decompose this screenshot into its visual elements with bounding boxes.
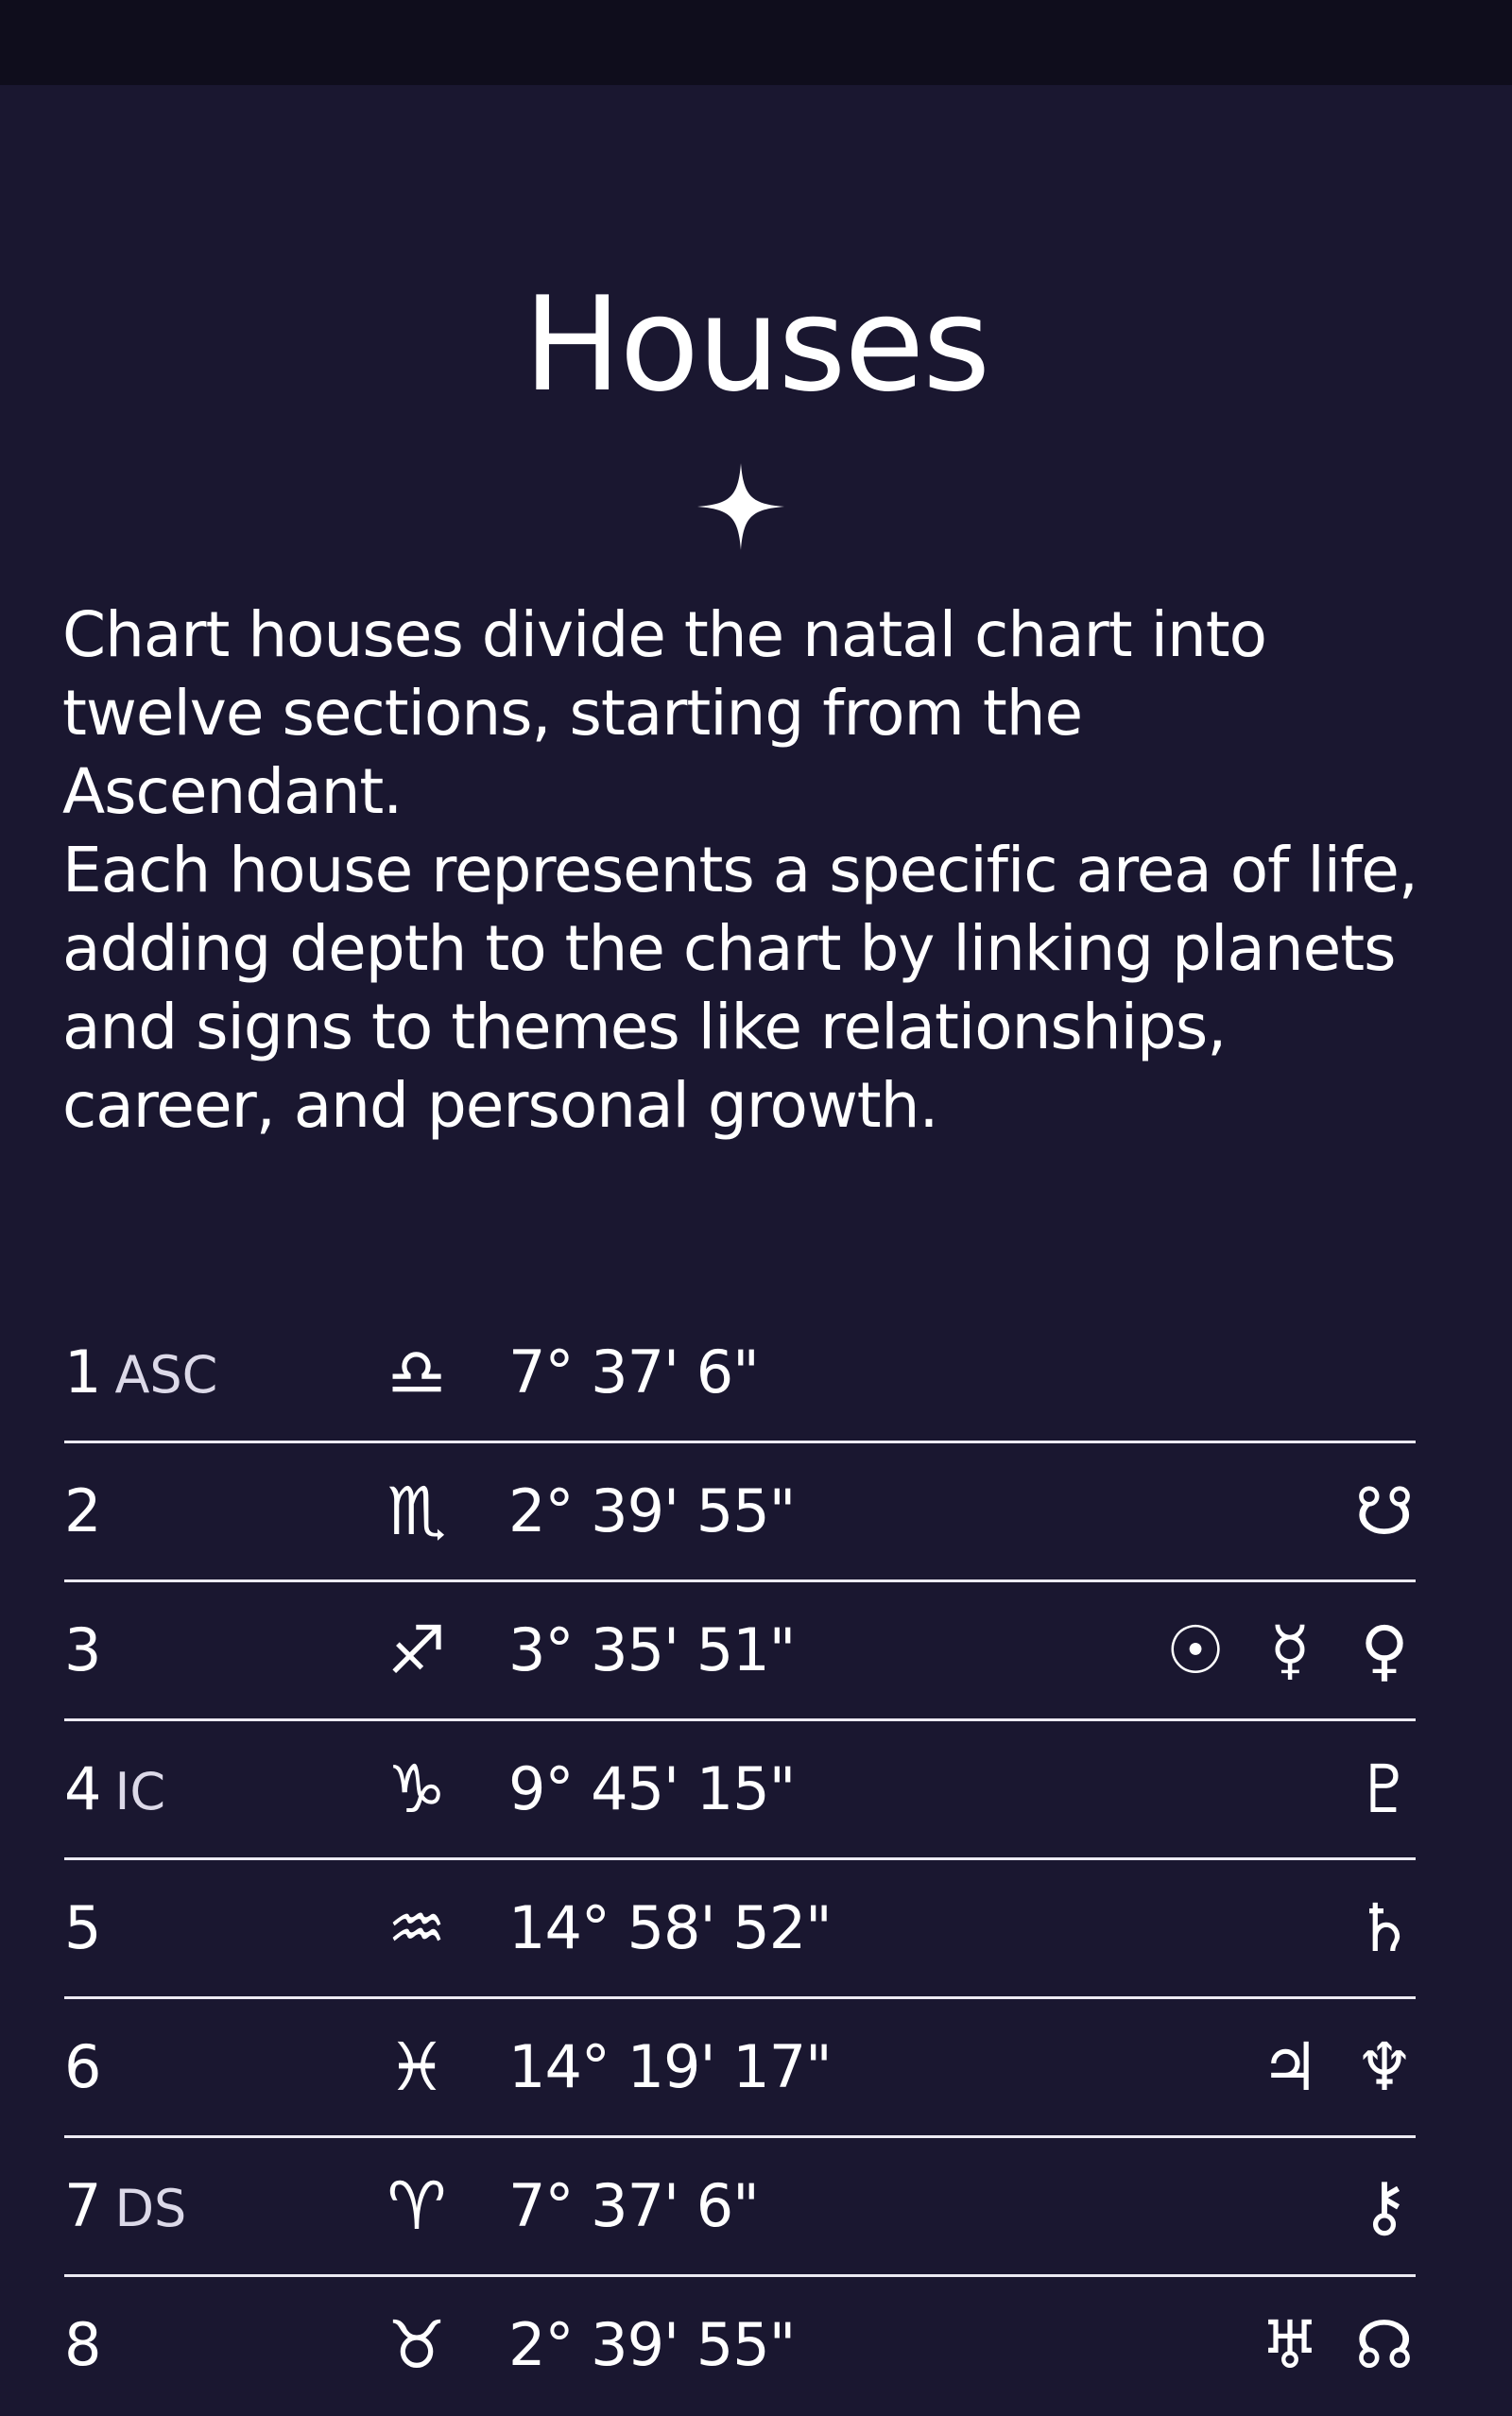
house-planets [1164,1582,1416,1718]
house-label [64,2138,186,2274]
house-label [64,1443,114,1579]
venus-icon: ♀ [1360,1612,1409,1689]
house-planets [1353,1443,1416,1579]
uranus-icon: ♅ [1260,2306,1320,2384]
south-node-icon: ☋ [1354,1473,1415,1550]
house-cusp-degree: 14° 19' 17" [508,2032,832,2101]
house-angle-tag: IC [114,1762,166,1821]
description-paragraph: Chart houses divide the natal chart into twelve sections, starting from the Ascendant. [62,598,1267,828]
house-cusp-degree: 7° 37' 6" [508,1337,759,1406]
house-planets [1353,2138,1416,2274]
house-label [64,1582,114,1718]
house-planets [1353,1860,1416,1996]
house-number: 1 [64,1337,102,1406]
jupiter-icon: ♃ [1260,2028,1320,2106]
house-cusp-degree: 3° 35' 51" [508,1615,796,1684]
house-row[interactable] [64,1304,1416,1443]
house-angle-tag: DS [114,2179,187,2238]
house-angle-tag: ASC [114,1345,218,1405]
house-label [64,1721,165,1857]
north-node-icon: ☊ [1354,2306,1415,2384]
house-label [64,1999,114,2135]
house-label [64,1860,114,1996]
house-cusp-degree: 7° 37' 6" [508,2171,759,2240]
house-number: 2 [64,1476,102,1545]
house-row[interactable] [64,1999,1416,2138]
capricorn-icon: ♑︎ [387,1751,447,1828]
page-title: Houses [523,268,989,421]
house-row[interactable] [64,1443,1416,1582]
pisces-icon: ♓︎ [387,2028,447,2106]
house-row[interactable] [64,1860,1416,1999]
house-cusp-degree: 9° 45' 15" [508,1754,796,1823]
house-planets [1259,1999,1416,2135]
chiron-icon: ⚷ [1360,2167,1409,2245]
neptune-icon: ♆ [1354,2028,1415,2106]
top-bar [0,0,1512,85]
house-cusp-degree: 14° 58' 52" [508,1893,832,1962]
house-number: 6 [64,2032,102,2101]
scorpio-icon: ♏︎ [387,1473,447,1550]
house-row[interactable] [64,1582,1416,1721]
mercury-icon: ☿ [1269,1612,1311,1689]
house-label [64,1304,217,1441]
house-row[interactable] [64,2138,1416,2277]
saturn-icon: ♄ [1354,1890,1415,1967]
libra-icon: ♎︎ [387,1334,447,1411]
house-number: 5 [64,1893,102,1962]
house-number: 8 [64,2310,102,2379]
house-cusp-degree: 2° 39' 55" [508,2310,796,2379]
house-row[interactable] [64,2277,1416,2413]
sagittarius-icon: ♐︎ [387,1612,447,1689]
aries-icon: ♈︎ [387,2167,447,2245]
sun-icon: ☉ [1165,1612,1226,1689]
house-planets [1259,2277,1416,2413]
houses-table [64,1304,1416,2413]
house-number: 4 [64,1754,102,1823]
aquarius-icon: ♒︎ [387,1890,447,1967]
house-number: 7 [64,2171,102,2240]
taurus-icon: ♉︎ [387,2306,447,2384]
description-paragraph: Each house represents a specific area of life, adding depth to the chart by linking planets and signs to themes like relationships, career, and personal growth. [62,834,1418,1142]
house-label [64,2277,114,2413]
house-row[interactable] [64,1721,1416,1860]
pluto-icon: ♇ [1354,1751,1415,1828]
houses-description [62,595,1423,1145]
sparkle-icon [697,463,784,550]
house-cusp-degree: 2° 39' 55" [508,1476,796,1545]
house-planets [1353,1721,1416,1857]
house-number: 3 [64,1615,102,1684]
